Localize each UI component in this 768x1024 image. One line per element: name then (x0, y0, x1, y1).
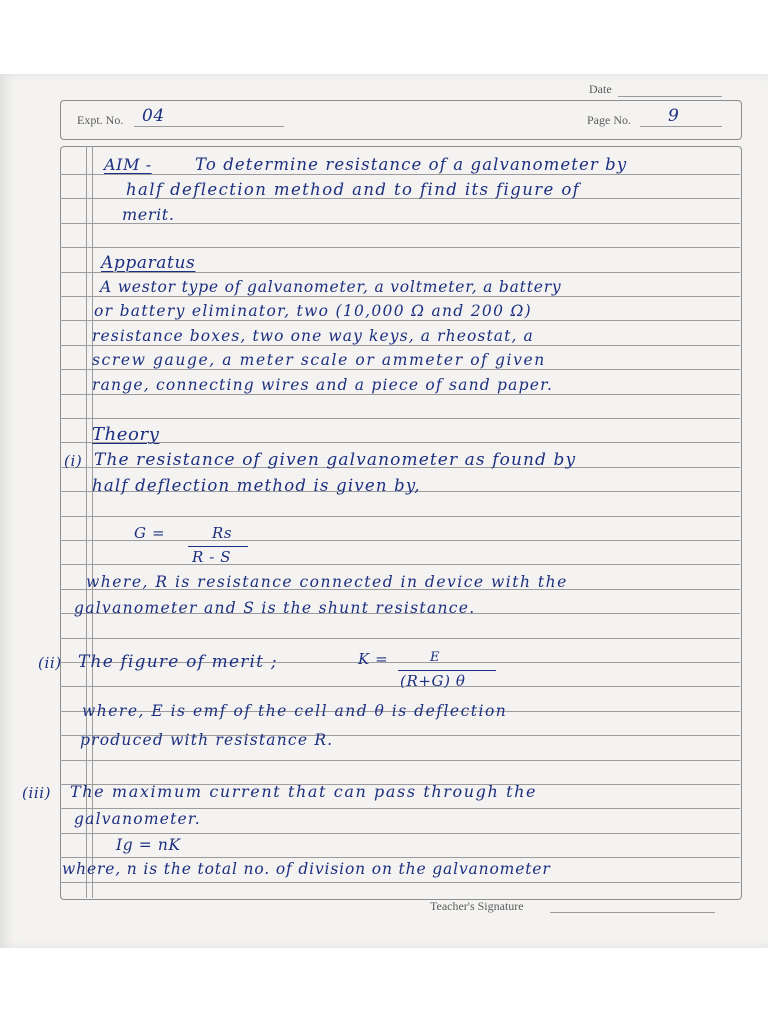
formula-2-denominator: (R+G) θ (400, 672, 466, 690)
formula-3: Ig = nK (116, 836, 181, 854)
apparatus-line-2: or battery eliminator, two (10,000 Ω and 200 Ω) (94, 302, 532, 320)
item-1-line-2: half deflection method is given by, (92, 476, 421, 495)
ruled-line (60, 638, 740, 639)
signature-label: Teacher's Signature (430, 899, 524, 913)
item-2-line-1: The figure of merit ; (78, 652, 278, 672)
page-value: 9 (668, 106, 680, 126)
ruled-line (60, 808, 740, 809)
ruled-line (60, 857, 740, 858)
ruled-line (60, 833, 740, 834)
ruled-line (60, 247, 740, 248)
item-2-marker: (ii) (38, 654, 62, 672)
item-1-line-3: where, R is resistance connected in device with the (86, 573, 568, 591)
formula-2-lhs: K = (358, 650, 389, 668)
ruled-line (60, 369, 740, 370)
apparatus-line-1: A westor type of galvanometer, a voltmeter, a battery (100, 278, 562, 296)
expt-rule (134, 126, 284, 127)
item-3-line-1: The maximum current that can pass through the (70, 782, 538, 801)
item-2-line-2: where, E is emf of the cell and θ is deflection (82, 702, 508, 720)
item-1-line-1: The resistance of given galvanometer as found by (94, 450, 577, 470)
ruled-line (60, 760, 740, 761)
ruled-line (60, 320, 740, 321)
formula-1-denominator: R - S (192, 548, 232, 566)
formula-1-lhs: G = (134, 524, 166, 542)
aim-line-1: To determine resistance of a galvanometer by (195, 155, 628, 174)
item-2-line-3: produced with resistance R. (80, 731, 334, 749)
ruled-line (60, 516, 740, 517)
formula-1-bar (188, 546, 248, 547)
signature-rule (550, 912, 715, 913)
apparatus-line-4: screw gauge, a meter scale or ammeter of given (92, 351, 546, 369)
theory-heading: Theory (92, 424, 160, 445)
date-rule (618, 96, 722, 97)
item-3-line-2: galvanometer. (74, 810, 201, 828)
apparatus-heading: Apparatus (101, 253, 196, 273)
item-3-line-3: where, n is the total no. of division on the galvanometer (62, 860, 551, 878)
apparatus-line-5: range, connecting wires and a piece of sand paper. (92, 376, 554, 394)
ruled-line (60, 564, 740, 565)
ruled-line (60, 345, 740, 346)
ruled-line (60, 418, 740, 419)
formula-2-bar (398, 670, 496, 671)
date-label: Date (589, 82, 612, 96)
formula-2-numerator: E (430, 650, 441, 665)
ruled-line (60, 882, 740, 883)
aim-label: AIM - (104, 155, 152, 174)
apparatus-line-3: resistance boxes, two one way keys, a rheostat, a (92, 327, 534, 345)
aim-line-3: merit. (122, 205, 175, 224)
item-1-marker: (i) (64, 452, 83, 470)
page-rule (640, 126, 722, 127)
page-label: Page No. (587, 113, 631, 127)
ruled-line (60, 296, 740, 297)
item-3-marker: (iii) (22, 784, 52, 802)
ruled-line (60, 442, 740, 443)
expt-label: Expt. No. (77, 113, 124, 127)
ruled-line (60, 394, 740, 395)
ruled-line (60, 174, 740, 175)
expt-value: 04 (142, 106, 165, 126)
aim-line-2: half deflection method and to find its figure of (126, 180, 581, 199)
formula-1-numerator: Rs (212, 524, 233, 542)
item-1-line-4: galvanometer and S is the shunt resistance. (74, 599, 476, 617)
